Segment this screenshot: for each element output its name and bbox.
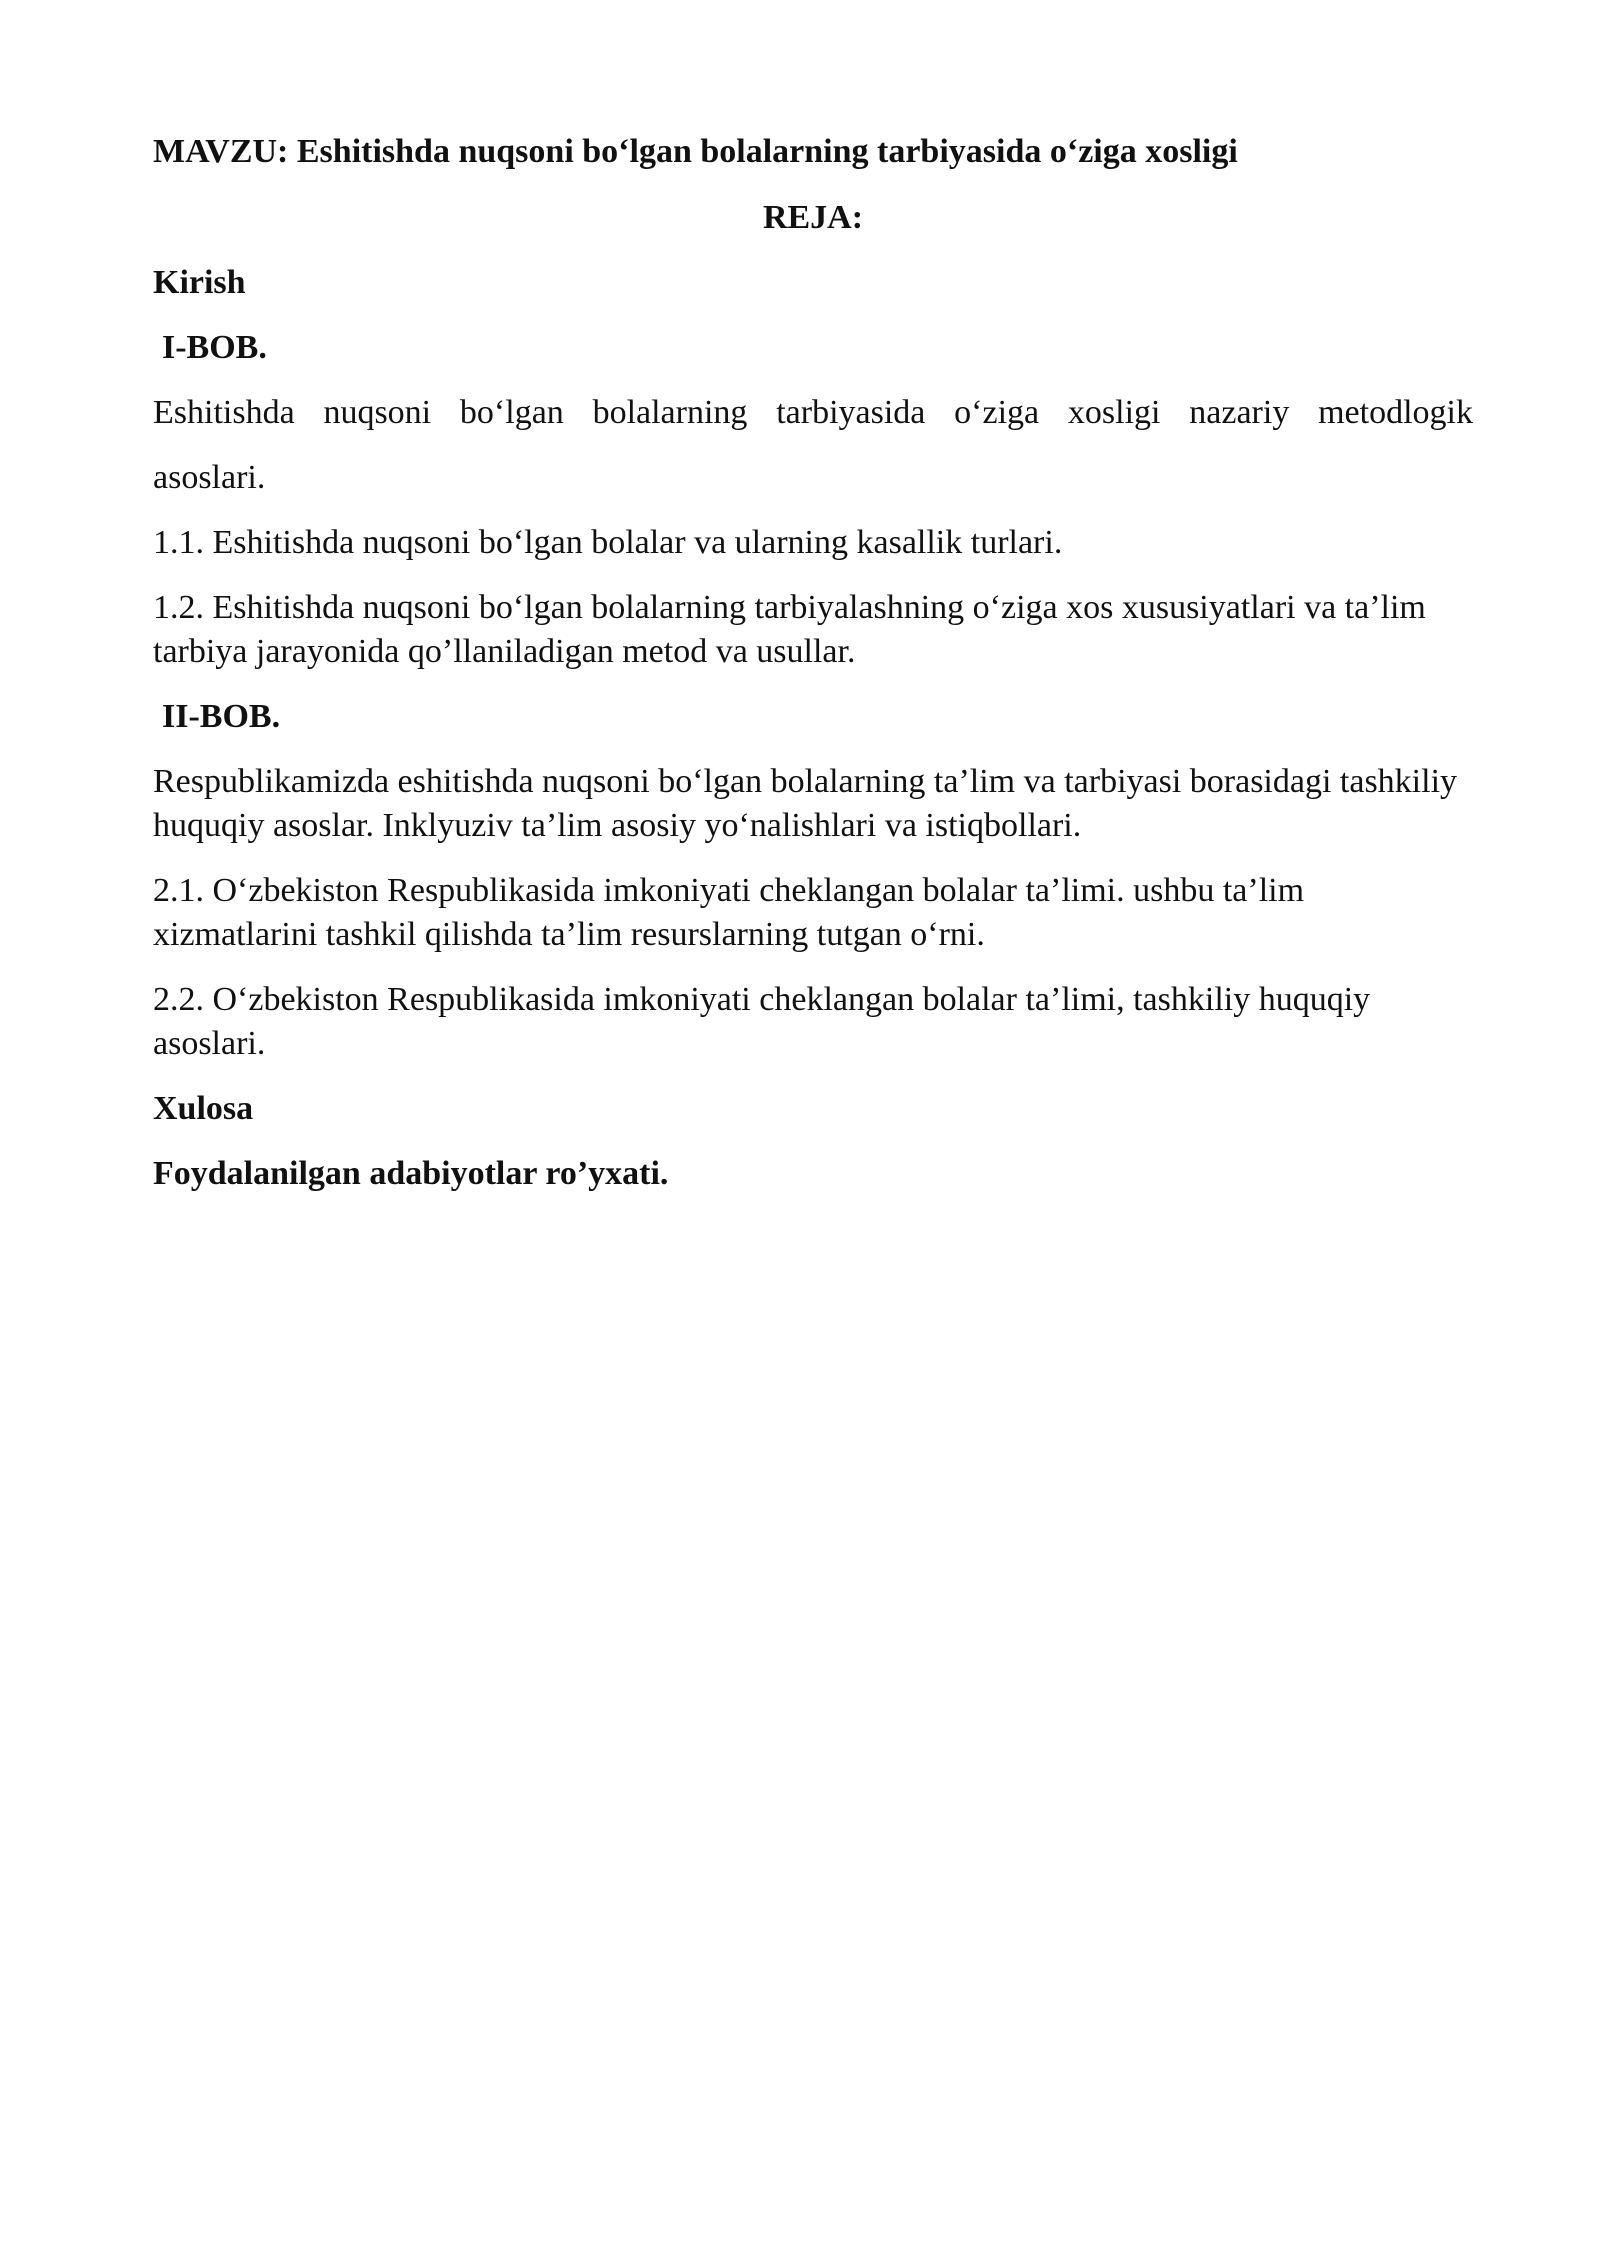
chapter2-title: Respublikamizda eshitishda nuqsoni bo‘lgan bolalarning ta’lim va tarbiyasi borasidagi tashkiliy huquqiy asoslar. Inklyuziv ta’lim asosiy yo‘nalishlari va istiqbollari.: [153, 763, 1458, 844]
section-1-2: 1.2. Eshitishda nuqsoni bo‘lgan bolalarning tarbiyalashning o‘ziga xos xususiyatlari va ta’lim tarbiya jarayonida qo’llaniladigan metod va usullar.: [153, 589, 1426, 670]
chapter1-heading: I-BOB.: [162, 329, 267, 366]
section-2-2: 2.2. O‘zbekiston Respublikasida imkoniyati cheklangan bolalar ta’limi, tashkiliy huquqiy asoslari.: [153, 981, 1371, 1062]
chapter1-title-line2: asoslari.: [153, 459, 266, 496]
conclusion-heading: Xulosa: [153, 1090, 254, 1127]
section-1-1: 1.1. Eshitishda nuqsoni bo‘lgan bolalar va ularning kasallik turlari.: [153, 524, 1063, 561]
chapter2-heading: II-BOB.: [162, 698, 281, 735]
document-page: [153, 130, 1473, 1217]
chapter1-title-line1: Eshitishda nuqsoni bo‘lgan bolalarning tarbiyasida o‘ziga xosligi nazariy metodlogik: [153, 394, 1473, 431]
references-heading: Foydalanilgan adabiyotlar ro’yxati.: [153, 1155, 669, 1192]
document-title: MAVZU: Eshitishda nuqsoni bo‘lgan bolalarning tarbiyasida o‘ziga xosligi: [153, 133, 1238, 170]
section-2-1: 2.1. O‘zbekiston Respublikasida imkoniyati cheklangan bolalar ta’limi. ushbu ta’lim xizmatlarini tashkil qilishda ta’lim resurslarning tutgan o‘rni.: [153, 872, 1305, 953]
plan-heading: REJA:: [762, 199, 864, 236]
intro-heading: Kirish: [153, 264, 246, 301]
